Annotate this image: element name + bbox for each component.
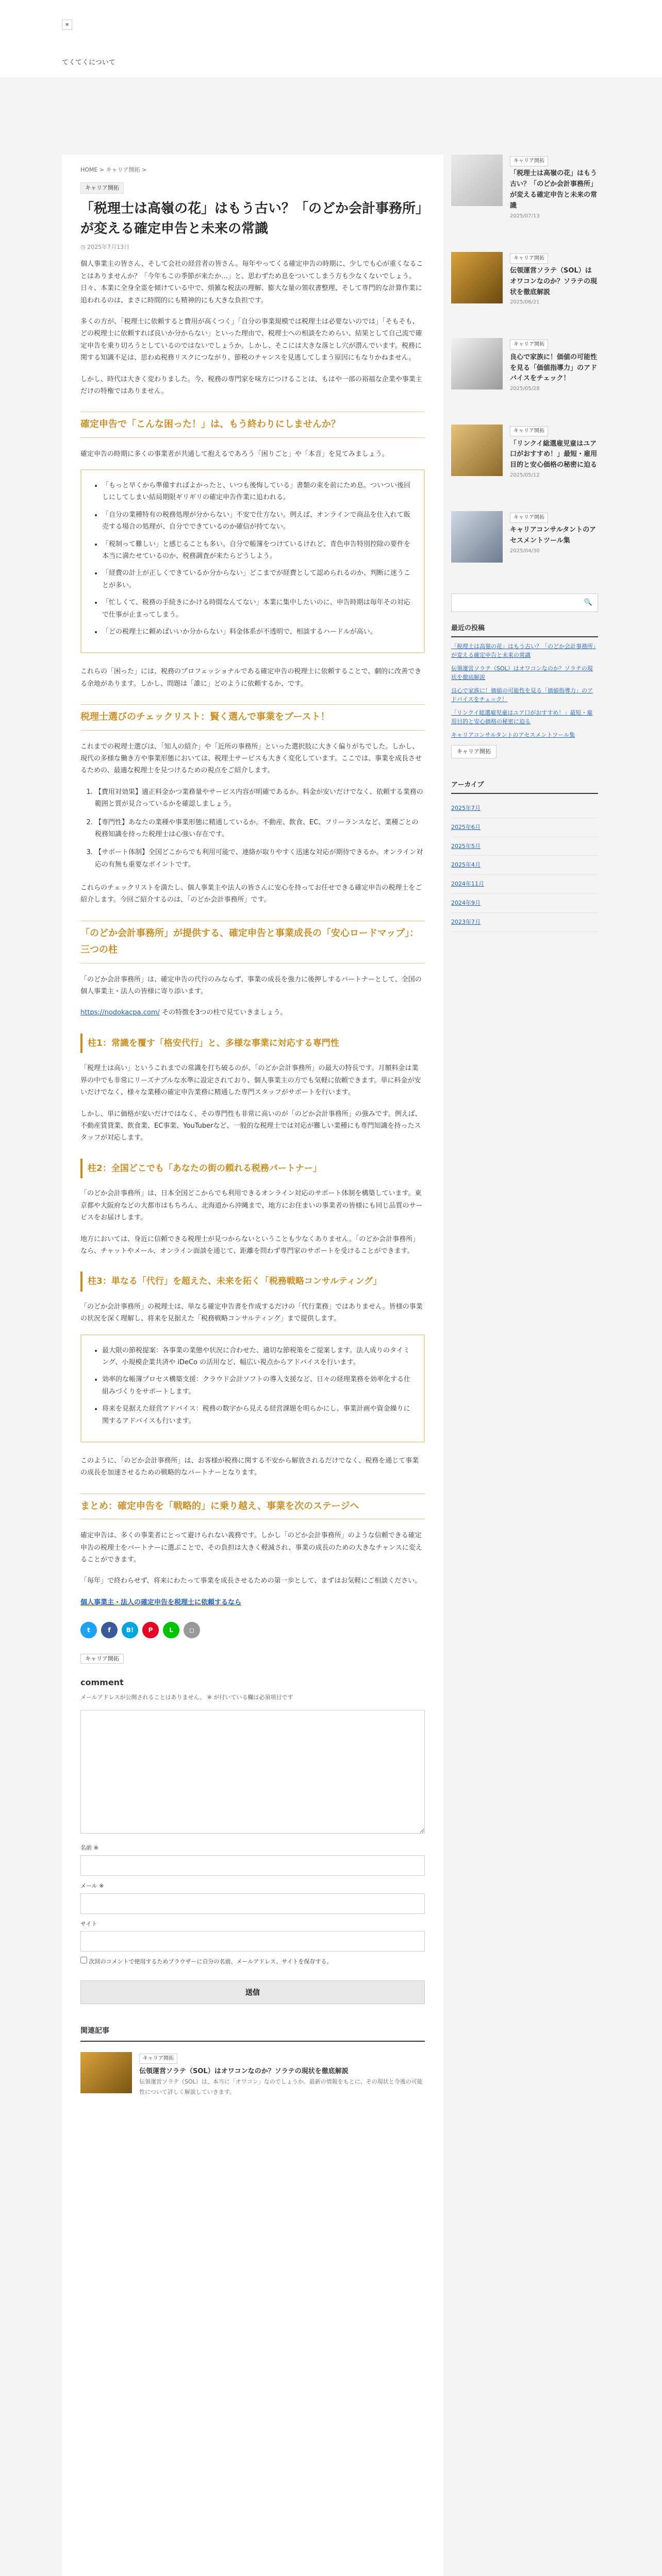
problems-list [80, 469, 425, 653]
related-thumbnail[interactable] [80, 2052, 132, 2093]
archive-heading: アーカイブ [451, 779, 598, 794]
sidebar-card-tag[interactable]: キャリア開拓 [510, 253, 548, 264]
comment-note: メールアドレスが公開されることはありません。 ※ が付いている欄は必須項目です [80, 1693, 293, 1701]
related-excerpt: 伝領運営ソラテ（SOL）は、本当に「オワコン」なのでしょうか。最新の情報をもとに、その現状と今後の可能性について詳しく解説していきます。 [139, 2078, 423, 2096]
sidebar-card-thumbnail[interactable] [451, 155, 503, 206]
list-item: • 「経費の計上が正しくできているか分からない」どこまでが経費として認められるのか、判断に迷うことが多い。 [102, 567, 411, 591]
strategy-list [80, 1334, 425, 1443]
list-item: • 「もっと早くから準備すればよかったと、いつも後悔している」書類の束を前にため息。ついつい後回しにしてしまい結局期限ギリギリの確定申告作業に追われる。 [102, 480, 411, 504]
article-title: 「税理士は高嶺の花」はもう古い？「のどか会計事務所」が変える確定申告と未来の常識 [80, 200, 423, 236]
recent-post-link[interactable]: キャリアコンサルタントのアセスメントツール集 [451, 732, 575, 739]
archive-link[interactable]: 2024年9月 [451, 894, 598, 913]
pillar-1-heading: 柱1：常識を覆す「格安代行」と、多様な事業に対応する専門性 [80, 1033, 425, 1054]
sidebar [451, 155, 598, 932]
sidebar-search [451, 594, 598, 612]
section-heading-problems: 確定申告で「こんな困った！」は、もう終わりにしませんか？ [80, 412, 425, 437]
list-item: • 「税制って難しい」と感じることも多い。自分で帳簿をつけているけれど、青色申告特別控除の要件を本当に満たせているのか、税務調査が来たらどうしよう。 [102, 538, 411, 563]
list-item: 3. 【サポート体制】全国どこからでも利用可能で、連絡が取りやすく迅速な対応が期待できるか。オンライン対応の有無も重要なポイントです。 [95, 846, 425, 871]
nav-about-link[interactable]: てくてくについて [62, 59, 115, 66]
checklist-list [80, 786, 425, 871]
email-label: メール ※ [80, 1882, 104, 1889]
sidebar-card[interactable] [451, 155, 598, 221]
pillar-2-paragraph-b: 地方においては、身近に信頼できる税理士が見つからないということも少なくありません。「のどか会計事務所」なら、チャットやメール、オンライン面談を通じて、距離を問わず専門家のサポートを受けることができます。 [80, 1235, 420, 1255]
site-header [0, 0, 662, 77]
list-item: • 最大限の節税提案：各事業の業態や状況に合わせた、適切な節税策をご提案します。法人成りのタイミング、小規模企業共済や iDeCo の活用など、幅広い視点からアドバイスを行います。 [102, 1345, 411, 1369]
sidebar-card-tag[interactable]: キャリア開拓 [510, 340, 548, 350]
list-item: • 将来を見据えた経営アドバイス：税務の数字から見える経営課題を明らかにし、事業計画や資金繰りに関するアドバイスも行います。 [102, 1403, 411, 1427]
search-icon[interactable]: 🔍 [584, 598, 593, 606]
site-label: サイト [80, 1920, 97, 1927]
list-item: • 効率的な帳簿プロセス構築支援：クラウド会計ソフトの導入支援など、日々の経理業務を効率化する仕組みづくりをサポートします。 [102, 1374, 411, 1398]
nodoka-site-link[interactable]: https://nodokacpa.com/ [80, 1009, 160, 1017]
list-item: 1. 【費用対効果】適正料金かつ業務量やサービス内容が明確であるか。料金が安いだけでなく、依頼する業務の範囲と質が見合っているかを確認しましょう。 [95, 786, 425, 810]
section-heading-checklist: 税理士選びのチェックリスト：賢く選んで事業をブースト！ [80, 704, 425, 730]
related-articles [80, 2025, 425, 2097]
recent-post-link[interactable]: 「税理士は高嶺の花」はもう古い？「のどか会計事務所」が変える確定申告と未来の常識 [451, 643, 596, 658]
article-main [62, 155, 443, 2576]
sidebar-card-date: 2025/04/30 [510, 548, 540, 554]
summary-cta-link[interactable]: 個人事業主・法人の確定申告を税理士に依頼するなら [80, 1598, 242, 1606]
sidebar-card[interactable] [451, 511, 598, 563]
comment-textarea[interactable] [80, 1710, 425, 1834]
sidebar-card-title[interactable]: 「リンクイ総選雇児童はユア口がおすすめ！」最短・雇用目的と安心価格の秘密に迫る [510, 439, 598, 469]
archive-link[interactable]: 2025年6月 [451, 818, 598, 837]
article-tag[interactable]: キャリア開拓 [80, 1654, 124, 1664]
sidebar-card-title[interactable]: 伝領運営ソラテ（SOL）はオワコンなのか？ソラテの現状を徹底解説 [510, 266, 598, 296]
related-heading: 関連記事 [80, 2025, 425, 2042]
archive-link[interactable]: 2025年7月 [451, 799, 598, 818]
article-tags [80, 1654, 425, 1664]
archive-link[interactable]: 2025年4月 [451, 856, 598, 875]
site-logo[interactable]: ▪ [62, 20, 72, 30]
recent-post-link[interactable]: 伝領運営ソラテ（SOL）はオワコンなのか？ソラテの現状を徹底解説 [451, 665, 593, 681]
pillar-2-paragraph-a: 「のどか会計事務所」は、日本全国どこからでも利用できるオンライン対応のサポート体制を構築しています。東京都や大阪府などの大都市はもちろん、北海道から沖縄まで、地方にお住まいの事業者の皆様にも同じ品質のサービスをお届けします。 [80, 1190, 423, 1222]
article-category-tag[interactable]: キャリア開拓 [80, 182, 124, 194]
sidebar-card-thumbnail[interactable] [451, 338, 503, 389]
related-tag[interactable]: キャリア開拓 [139, 2054, 177, 2064]
list-item: • 「忙しくて、税務の手続きにかける時間なんてない」本業に集中したいのに、申告時期は毎年その対応で仕事が止まってしまう。 [102, 597, 411, 621]
share-buttons [80, 1622, 425, 1638]
sidebar-card-date: 2025/07/13 [510, 213, 540, 219]
summary-cta [80, 1597, 425, 1608]
sidebar-card-thumbnail[interactable] [451, 511, 503, 563]
line-share-icon[interactable]: L [163, 1622, 179, 1638]
list-item: • 「どの税理士に頼めばいいか分からない」料金体系が不透明で、相談するハードルが高い。 [102, 626, 411, 638]
remember-label: 次回のコメントで使用するためブラウザーに自分の名前、メールアドレス、サイトを保存する。 [89, 1958, 333, 1965]
sidebar-card-title[interactable]: 「税理士は高嶺の花」はもう古い？「のどか会計事務所」が変える確定申告と未来の常識 [510, 170, 598, 210]
article-date: ◷ 2025年7月13日 [80, 243, 130, 250]
remember-checkbox[interactable] [80, 1957, 87, 1963]
related-item[interactable] [80, 2052, 425, 2097]
hatena-share-icon[interactable]: B! [122, 1622, 138, 1638]
pillar-3-paragraph-a: 「のどか会計事務所」の税理士は、単なる確定申告書を作成するだけの「代行業務」ではありません。皆様の事業の状況を深く理解し、将来を見据えた「税務戦略コンサルティング」まで提供します。 [80, 1302, 423, 1323]
name-label: 名前 ※ [80, 1844, 98, 1851]
sidebar-card-tag[interactable]: キャリア開拓 [510, 156, 548, 166]
pillar-2-heading: 柱2：全国どこでも「あなたの街の頼れる税務パートナー」 [80, 1159, 425, 1179]
recent-post-link[interactable]: 「リンクイ総選雇児童はユア口がおすすめ！」最短・雇用目的と安心価格の秘密に迫る [451, 709, 593, 725]
email-field[interactable] [80, 1893, 425, 1914]
name-field[interactable] [80, 1855, 425, 1876]
facebook-share-icon[interactable]: f [101, 1622, 118, 1638]
pillar-1-paragraph-a: 「税理士は高い」というこれまでの常識を打ち破るのが、「のどか会計事務所」の最大の特長です。月額料金は業界の中でも非常にリーズナブルな水準に設定されており、個人事業主の方でも気軽に依頼できます。単に料金が安いだけでなく、様々な業種の確定申告業務に精通した専門スタッフがサポートを行います。 [80, 1064, 421, 1097]
checklist-paragraph: これまでの税理士選びは、「知人の紹介」や「近所の事務所」といった選択肢に大きく偏りがちでした。しかし、現代の多様な働き方や事業形態においては、税理士サービスも大きく変化しています。ここでは、事業を成長させるための、最適な税理士を見つけるための視点をご紹介します。 [80, 742, 422, 775]
pillar-3-paragraph-b: このように、「のどか会計事務所」は、お客様が税務に関する不安から解放されるだけでなく、税務を通じて事業の成長を加速させるための戦略的なパートナーとなります。 [80, 1457, 419, 1477]
article-date-text: 2025年7月13日 [87, 243, 130, 250]
sidebar-card-tag[interactable]: キャリア開拓 [510, 426, 548, 436]
recent-post-link[interactable]: 良心で家族に！価値の可能性を見る「価値指導力」のアドバイスをチェック！ [451, 687, 593, 703]
list-item: 2. 【専門性】あなたの業種や事業形態に精通しているか。不動産、飲食、EC、フリーランスなど、業種ごとの税務知識を持った税理士は心強い存在です。 [95, 817, 425, 841]
recent-posts [451, 642, 598, 740]
sidebar-card-date: 2025/05/12 [510, 472, 540, 478]
list-item: • 「自分の業種特有の税務処理が分からない」不安で仕方ない。例えば、オンラインで商品を仕入れて販売する場合の処理が、自分でできているのか確信が持てない。 [102, 509, 411, 533]
sidebar-card[interactable] [451, 338, 598, 394]
roadmap-link-paragraph [80, 1007, 425, 1019]
sidebar-card-tag[interactable]: キャリア開拓 [510, 513, 548, 523]
pillar-3-heading: 柱3：単なる「代行」を超えた、未来を拓く「税務戦略コンサルティング」 [80, 1272, 425, 1292]
sidebar-card-title[interactable]: キャリアコンサルタントのアセスメントツール集 [510, 526, 597, 545]
after-checklist-paragraph: これらのチェックリストを満たし、個人事業主や法人の皆さんに安心を持ってお任せできる確定申告の税理士をご紹介します。今回ご紹介するのは、「のどか会計事務所」です。 [80, 884, 422, 904]
submit-comment-button[interactable]: 送信 [80, 1980, 425, 2004]
sidebar-card[interactable] [451, 252, 598, 308]
archive-list [451, 799, 598, 932]
archive-link[interactable]: 2025年5月 [451, 837, 598, 856]
pocket-share-icon[interactable]: P [142, 1622, 159, 1638]
breadcrumb[interactable]: HOME > キャリア開拓 > [80, 166, 147, 173]
archive-link[interactable]: 2024年11月 [451, 875, 598, 894]
section-heading-roadmap: 「のどか会計事務所」が提供する、確定申告と事業成長の「安心ロードマップ」：三つの柱 [80, 921, 425, 963]
section-heading-summary: まとめ：確定申告を「戦略的」に乗り越え、事業を次のステージへ [80, 1494, 425, 1519]
problems-paragraph: 確定申告の時期に多くの事業者が共通して抱えるであろう「困りごと」や「本音」を見てみましょう。 [80, 450, 389, 458]
comment-form [80, 1675, 425, 2004]
copy-share-icon[interactable]: ◻ [184, 1622, 200, 1638]
summary-paragraph-a: 確定申告は、多くの事業者にとって避けられない義務です。しかし「のどか会計事務所」のような信頼できる確定申告の税理士をパートナーに選ぶことで、その負担は大きく軽減され、事業の成長のための大きなチャンスに変えることができます。 [80, 1532, 422, 1564]
pillar-1-paragraph-b: しかし、単に価格が安いだけではなく、その専門性も非常に高いのが「のどか会計事務所」の強みです。例えば、不動産賃貸業、飲食業、EC事業、YouTuberなど、一般的な税理士では対応が難しい業種にも専門知識を持ったスタッフが対応します。 [80, 1110, 422, 1142]
remember-option[interactable] [80, 1957, 425, 1967]
summary-paragraph-b: 「毎年」で終わらせず、将来にわたって事業を成長させるための第一歩として、まずはお気軽にご相談ください。 [80, 1577, 422, 1585]
sidebar-card-thumbnail[interactable] [451, 252, 503, 303]
intro-paragraph-1: 個人事業主の皆さん、そして会社の経営者の皆さん。毎年やってくる確定申告の時期に、少しでも心が重くなることはありませんか？「今年もこの季節が来たか…」と、思わずため息をついてしまう方も少なくないでしょう。日々、本業に全身全霊を傾けている中で、煩雑な税法の理解、膨大な量の領収書整理、そして専門的な計算作業に追われるのは、まさに時間的にも精神的にも大きな負担です。 [80, 260, 423, 304]
sidebar-card-date: 2025/06/21 [510, 299, 540, 306]
after-problems-paragraph: これらの「困った」には、税務のプロフェッショナルである確定申告の税理士に依頼することで、劇的に改善できる余地があります。しかし、問題は「誰に」どのように依頼するか、です。 [80, 668, 422, 688]
roadmap-link-followup: その特徴を3つの柱で見ていきましょう。 [162, 1009, 287, 1017]
recent-posts-heading: 最近の投稿 [451, 622, 598, 637]
intro-paragraph-2: 多くの方が、「税理士に依頼すると費用が高くつく」「自分の事業規模では税理士は必要ないのでは」「そもそも、どの税理士に依頼すれば良いか分からない」といった理由で、税理士への相談をためらい、結果として自己流で確定申告を乗り切ろうとしているのではないでしょうか。しかし、そこには大きな落とし穴が潜んでいます。税務に関する知識不足は、思わぬ税務リスクにつながり、節税のチャンスを見逃してしまう原因にもなりかねません。 [80, 317, 422, 362]
related-title[interactable]: 伝領運営ソラテ（SOL）はオワコンなのか？ソラテの現状を徹底解説 [139, 2067, 349, 2075]
sidebar-card-date: 2025/05/28 [510, 386, 540, 392]
site-field[interactable] [80, 1931, 425, 1952]
intro-paragraph-3: しかし、時代は大きく変わりました。今、税務の専門家を味方につけることは、もはや一部の裕福な企業や事業主だけの特権ではありません。 [80, 375, 422, 395]
archive-link[interactable]: 2023年7月 [451, 913, 598, 932]
sidebar-card-title[interactable]: 良心で家族に！価値の可能性を見る「価値指導力」のアドバイスをチェック！ [510, 353, 598, 383]
sidebar-category-button[interactable]: キャリア開拓 [451, 745, 496, 758]
comment-heading: comment [80, 1677, 124, 1687]
sidebar-card[interactable] [451, 425, 598, 480]
sidebar-card-thumbnail[interactable] [451, 425, 503, 476]
twitter-share-icon[interactable]: t [80, 1622, 97, 1638]
search-input[interactable] [452, 594, 579, 612]
global-nav [62, 57, 600, 69]
roadmap-paragraph: 「のどか会計事務所」は、確定申告の代行のみならず、事業の成長を強力に後押しするパートナーとして、全国の個人事業主・法人の皆様に寄り添います。 [80, 975, 422, 996]
